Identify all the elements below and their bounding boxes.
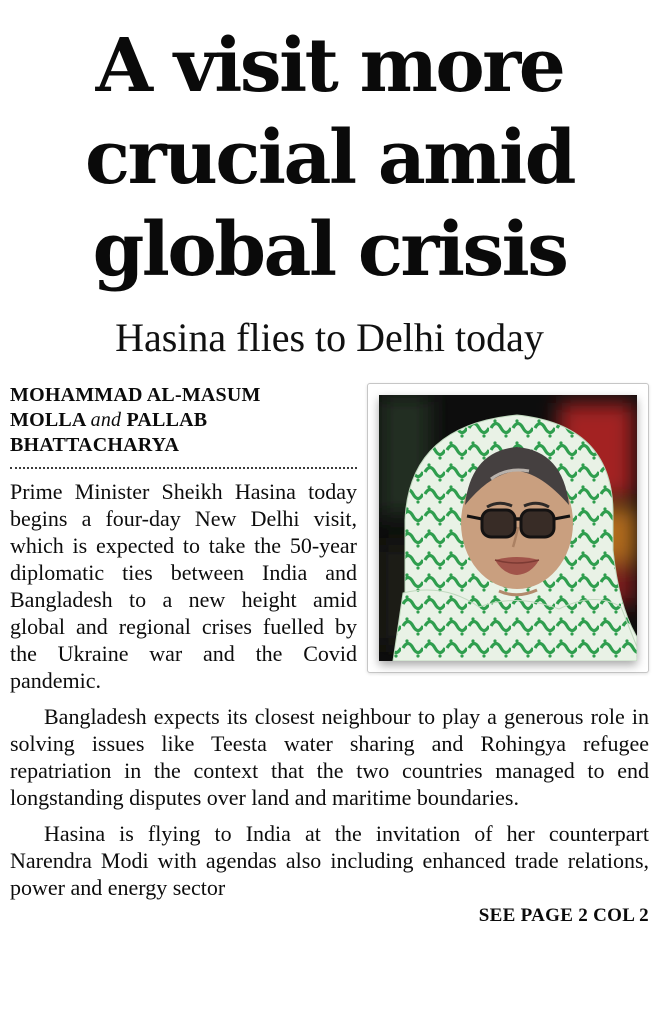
headline-line-1: A visit more (95, 23, 564, 109)
byline-author-pallab: PALLAB (126, 409, 208, 431)
headline-line-2: crucial amid (85, 115, 574, 201)
byline-conjunction: and (90, 409, 122, 431)
article-body-top (10, 383, 649, 694)
headscarf-drape (393, 590, 637, 661)
headline-line-3: global crisis (92, 207, 567, 293)
byline (10, 383, 357, 458)
jump-line: SEE PAGE 2 COL 2 (478, 905, 649, 926)
headline (10, 20, 649, 296)
sheikh-hasina-portrait-photo (379, 395, 637, 661)
byline-line-2 (10, 408, 357, 433)
subheadline: Hasina flies to Delhi today (115, 315, 544, 360)
byline-line-1: MOHAMMAD AL-MASUM (10, 384, 261, 406)
paragraph-1: Prime Minister Sheikh Hasina today begins a four-day New Delhi visit, which is expected to take the 50-year diplomatic ties between India and Bangladesh to a new height amid global and regional crises fuelled by the Ukraine war and the Covid pandemic. (10, 479, 357, 693)
photo-frame (367, 383, 649, 673)
paragraph-3: Hasina is flying to India at the invitation of her counterpart Narendra Modi with agendas also including enhanced trade relations, power and energy sector (10, 821, 649, 900)
paragraph-2: Bangladesh expects its closest neighbour to play a generous role in solving issues like Teesta water sharing and Rohingya refugee repatriation in the context that the two countries managed to end longstanding disputes over land and maritime boundaries. (10, 704, 649, 810)
left-column (10, 383, 357, 694)
byline-author-molla: MOLLA (10, 409, 86, 431)
dotted-divider (10, 465, 357, 469)
byline-line-3: BHATTACHARYA (10, 434, 180, 456)
